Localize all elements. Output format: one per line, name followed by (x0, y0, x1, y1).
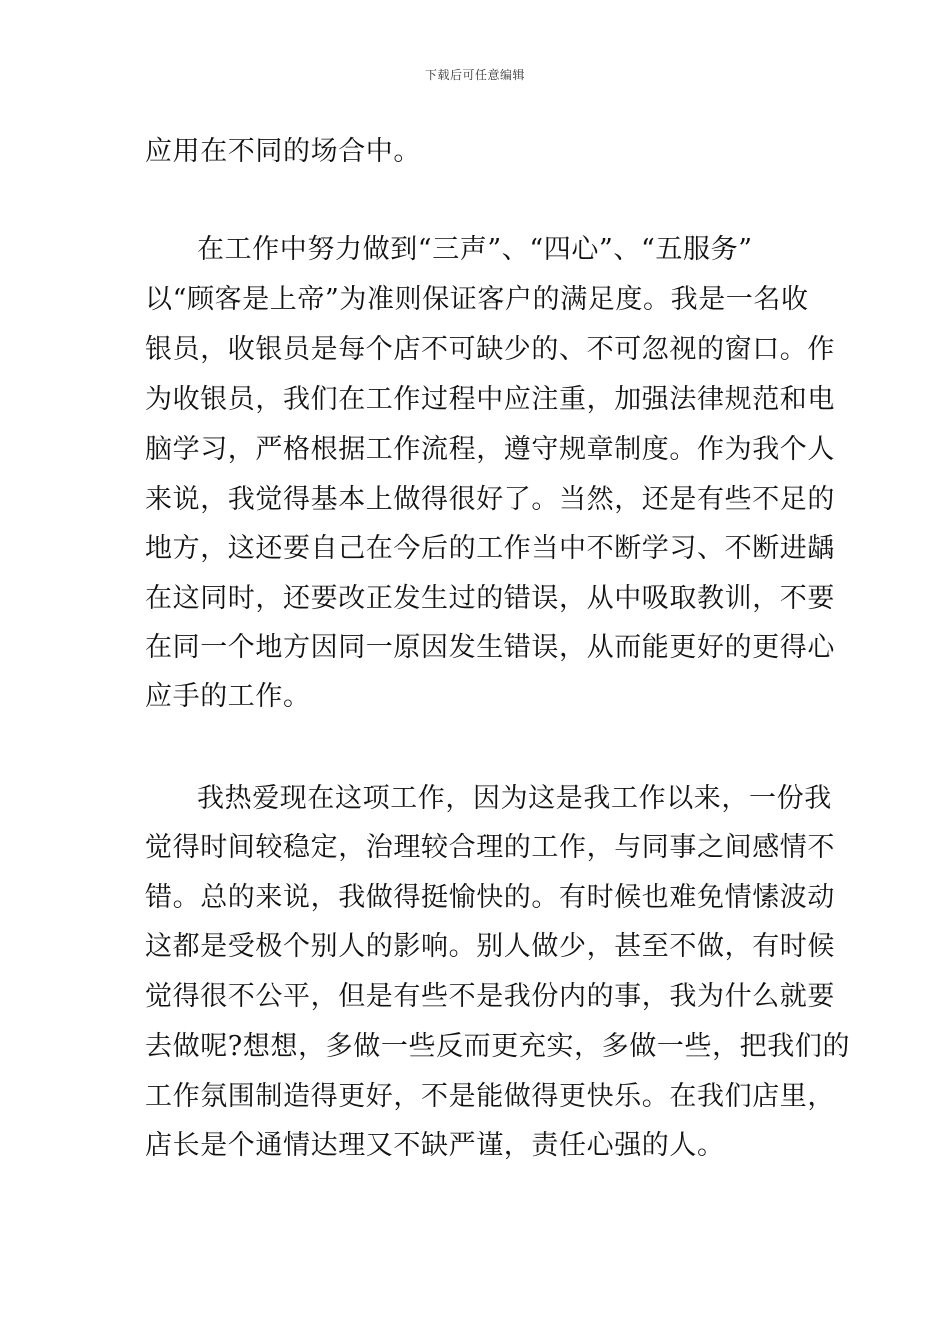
paragraph-1-line-1: 应用在不同的场合中。 (145, 136, 421, 167)
paragraph-3-line-2: 觉得时间较稳定，治理较合理的工作，与同事之间感情不 (145, 832, 835, 863)
paragraph-3-line-3: 错。总的来说，我做得挺愉快的。有时候也难免情愫波动 (145, 882, 835, 913)
paragraph-3-line-5: 觉得很不公平，但是有些不是我份内的事，我为什么就要 (145, 981, 835, 1012)
paragraph-2-line-8: 在这同时，还要改正发生过的错误，从中吸取教训，不要 (145, 583, 835, 614)
paragraph-2-line-10: 应手的工作。 (145, 681, 311, 712)
paragraph-2-line-9: 在同一个地方因同一原因发生错误，从而能更好的更得心 (145, 632, 835, 663)
paragraph-3-line-8: 店长是个通情达理又不缺严谨，责任心强的人。 (145, 1130, 725, 1161)
paragraph-2-line-4: 为收银员，我们在工作过程中应注重，加强法律规范和电 (145, 384, 835, 415)
header-note: 下载后可任意编辑 (424, 68, 525, 82)
paragraph-3-line-4: 这都是受极个别人的影响。别人做少，甚至不做，有时候 (145, 931, 835, 962)
paragraph-2-line-1: 在工作中努力做到“三声”、“四心”、“五服务” (197, 234, 753, 265)
paragraph-2-line-7: 地方，这还要自己在今后的工作当中不断学习、不断进龋 (145, 533, 835, 564)
paragraph-2-line-5: 脑学习，严格根据工作流程，遵守规章制度。作为我个人 (145, 434, 835, 465)
paragraph-2-line-2: 以“顾客是上帝”为准则保证客户的满足度。我是一名收 (145, 284, 809, 315)
paragraph-3-line-6: 去做呢?想想，多做一些反而更充实，多做一些，把我们的 (145, 1031, 851, 1062)
paragraph-2-line-3: 银员，收银员是每个店不可缺少的、不可忽视的窗口。作 (145, 334, 835, 365)
paragraph-3-line-1: 我热爱现在这项工作，因为这是我工作以来，一份我 (197, 783, 832, 814)
paragraph-2-line-6: 来说，我觉得基本上做得很好了。当然，还是有些不足的 (145, 484, 835, 515)
paragraph-3-line-7: 工作氛围制造得更好，不是能做得更快乐。在我们店里， (145, 1081, 835, 1112)
